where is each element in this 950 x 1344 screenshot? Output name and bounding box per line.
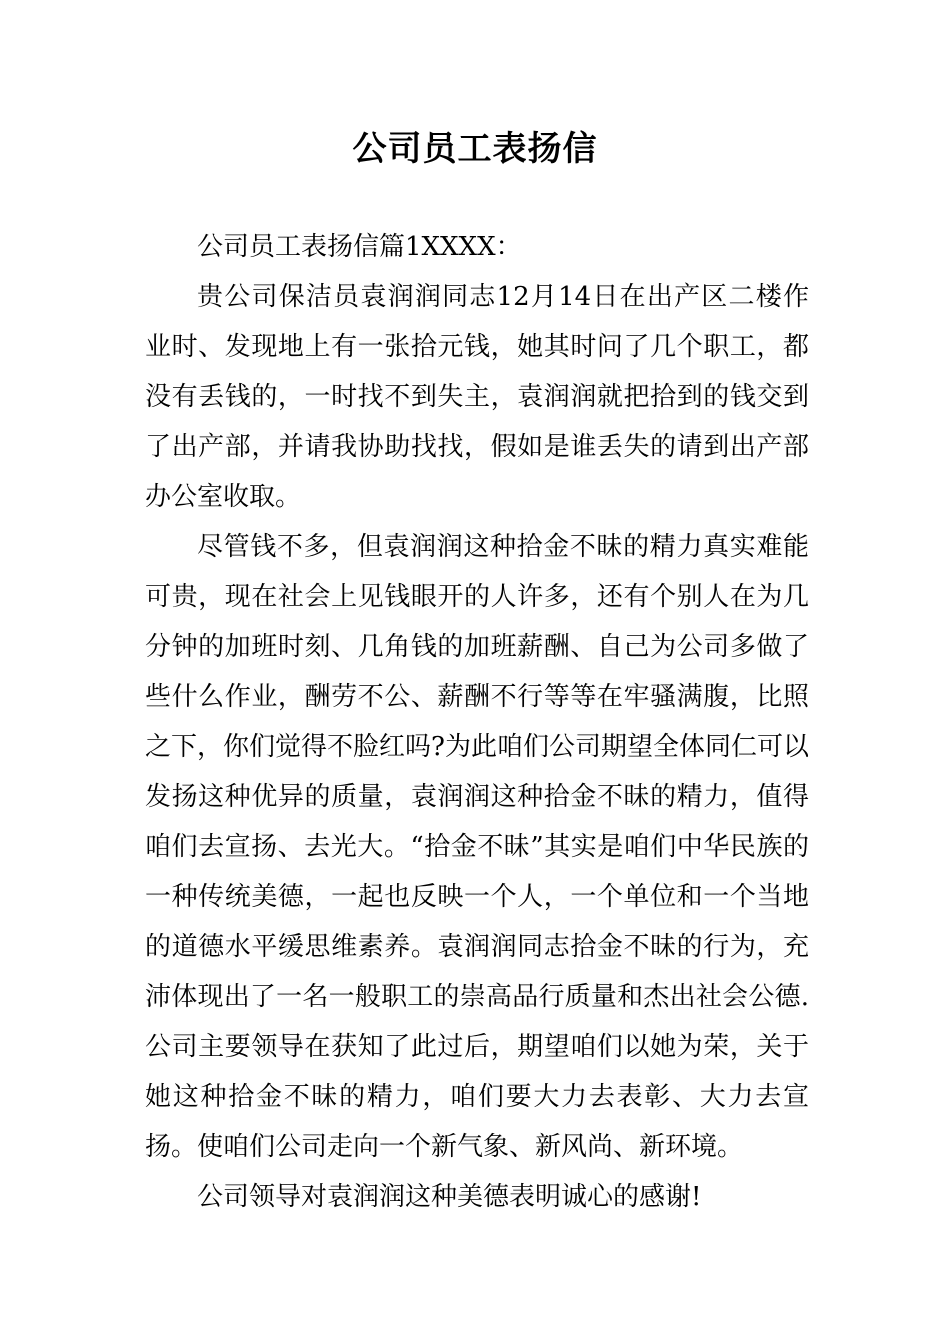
paragraph-incident: 贵公司保洁员袁润润同志12月14日在出产区二楼作业时、发现地上有一张拾元钱，她其时问了几个职工，都没有丢钱的，一时找不到失主，袁润润就把拾到的钱交到了出产部，并请我协助找找，假如是谁丢失的请到出产部办公室收取。: [145, 282, 809, 512]
paragraph-praise: 尽管钱不多，但袁润润这种拾金不昧的精力真实难能可贵，现在社会上见钱眼开的人许多，还有个别人在为几分钟的加班时刻、几角钱的加班薪酬、自己为公司多做了些什么作业，酬劳不公、薪酬不行等等在牢骚满腹，比照之下，你们觉得不脸红吗?为此咱们公司期望全体同仁可以发扬这种优异的质量，袁润润这种拾金不昧的精力，值得咱们去宣扬、去光大。“拾金不昧”其实是咱们中华民族的一种传统美德，一起也反映一个人，一个单位和一个当地的道德水平缓思维素养。袁润润同志拾金不昧的行为，充沛体现出了一名一般职工的崇高品行质量和杰出社会公德.公司主要领导在获知了此过后，期望咱们以她为荣，关于她这种拾金不昧的精力，咱们要大力去表彰、大力去宣扬。使咱们公司走向一个新气象、新风尚、新环境。: [145, 532, 809, 1162]
paragraph-thanks: 公司领导对袁润润这种美德表明诚心的感谢!: [197, 1182, 702, 1212]
document-body: [145, 222, 809, 1222]
document-title: 公司员工表扬信: [352, 129, 598, 169]
paragraph-heading: 公司员工表扬信篇1XXXX：: [197, 232, 522, 262]
